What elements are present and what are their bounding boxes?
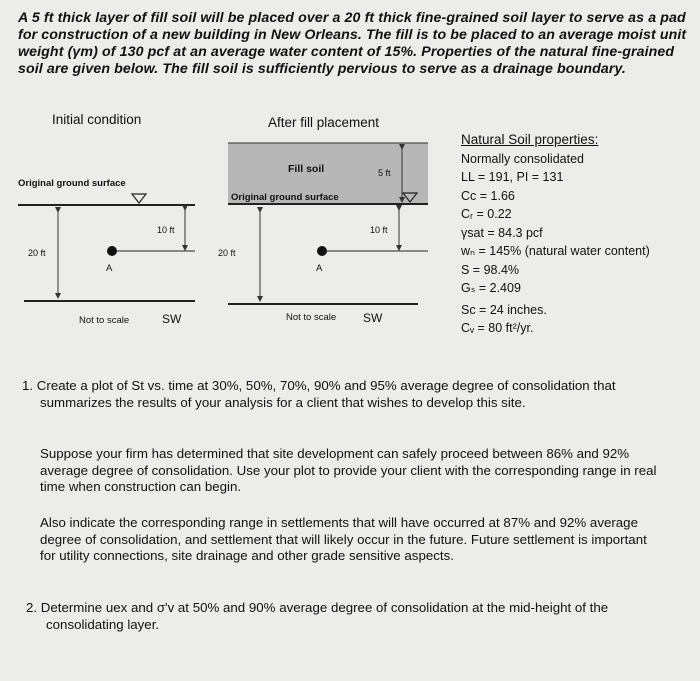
after-fill-title: After fill placement (268, 115, 380, 130)
after-point-label: A (316, 263, 323, 274)
after-layer-dim: 20 ft (218, 248, 236, 258)
fill-dim: 5 ft (378, 168, 391, 178)
initial-condition-title: Initial condition (52, 112, 142, 127)
fill-soil-label: Fill soil (288, 163, 325, 175)
initial-sw: SW (162, 312, 182, 326)
question-2-text: 2. Determine uex and σ'v at 50% and 90% average degree of consolidation at the mid-height of the consolidating layer. (26, 600, 609, 632)
prop-wn: wₙ = 145% (natural water content) (461, 244, 650, 258)
initial-point-label: A (106, 263, 113, 274)
after-point-a (317, 246, 327, 256)
problem-intro: A 5 ft thick layer of fill soil will be placed over a 20 ft thick fine-grained soil layer to serve as a pad for construction of a new building in New Orleans. The fill is to be placed to an average moist unit weight (γm) of 130 pcf at an average water content of 15%. Properties of the natural fine-grained soil are given below. The fill soil is sufficiently pervious to serve as a drainage boundary. (18, 10, 687, 77)
soil-diagrams (0, 0, 460, 340)
properties-title: Natural Soil properties: (461, 132, 599, 147)
prop-sc: Sc = 24 inches. (461, 302, 547, 317)
soil-properties (461, 131, 696, 338)
initial-layer-dim: 20 ft (28, 248, 46, 258)
prop-cc: Cᴄ = 1.66 (461, 188, 515, 203)
prop-limits: LL = 191, PI = 131 (461, 170, 564, 184)
after-diagram (228, 143, 428, 304)
initial-point-a (107, 246, 117, 256)
prop-gsat: γsat = 84.3 pcf (461, 225, 543, 240)
prop-consolidation: Normally consolidated (461, 151, 584, 166)
prop-cv: Cᵥ = 80 ft²/yr. (461, 321, 534, 335)
prop-cr: Cᵣ = 0.22 (461, 207, 512, 221)
after-scale-note: Not to scale (286, 312, 337, 323)
initial-water-table-icon (132, 194, 146, 203)
question-1-text: 1. Create a plot of St vs. time at 30%, 50%, 70%, 90% and 95% average degree of consolidation that summarizes the results of your analysis for a client that wishes to develop this site. (22, 378, 616, 410)
initial-water-dim: 10 ft (157, 225, 175, 235)
initial-ground-label: Original ground surface (18, 178, 126, 189)
question-1-paragraph-3: Also indicate the corresponding range in settlements that will have occurred at 87% and 92% average degree of consolidation, and settlement that will likely occur in the future. Future settlement is important for utility connections, site drainage and other grade sensitive aspects. (40, 515, 647, 563)
after-water-dim: 10 ft (370, 225, 388, 235)
prop-gs: Gₛ = 2.409 (461, 281, 521, 295)
question-1-paragraph-2: Suppose your firm has determined that site development can safely proceed between 86% and 92% average degree of consolidation. Use your plot to provide your client with the corresponding range in real time when construction can begin. (40, 446, 657, 494)
after-sw: SW (363, 311, 383, 325)
after-ground-label: Original ground surface (231, 192, 339, 203)
initial-scale-note: Not to scale (79, 315, 130, 326)
prop-s: S = 98.4% (461, 262, 520, 277)
